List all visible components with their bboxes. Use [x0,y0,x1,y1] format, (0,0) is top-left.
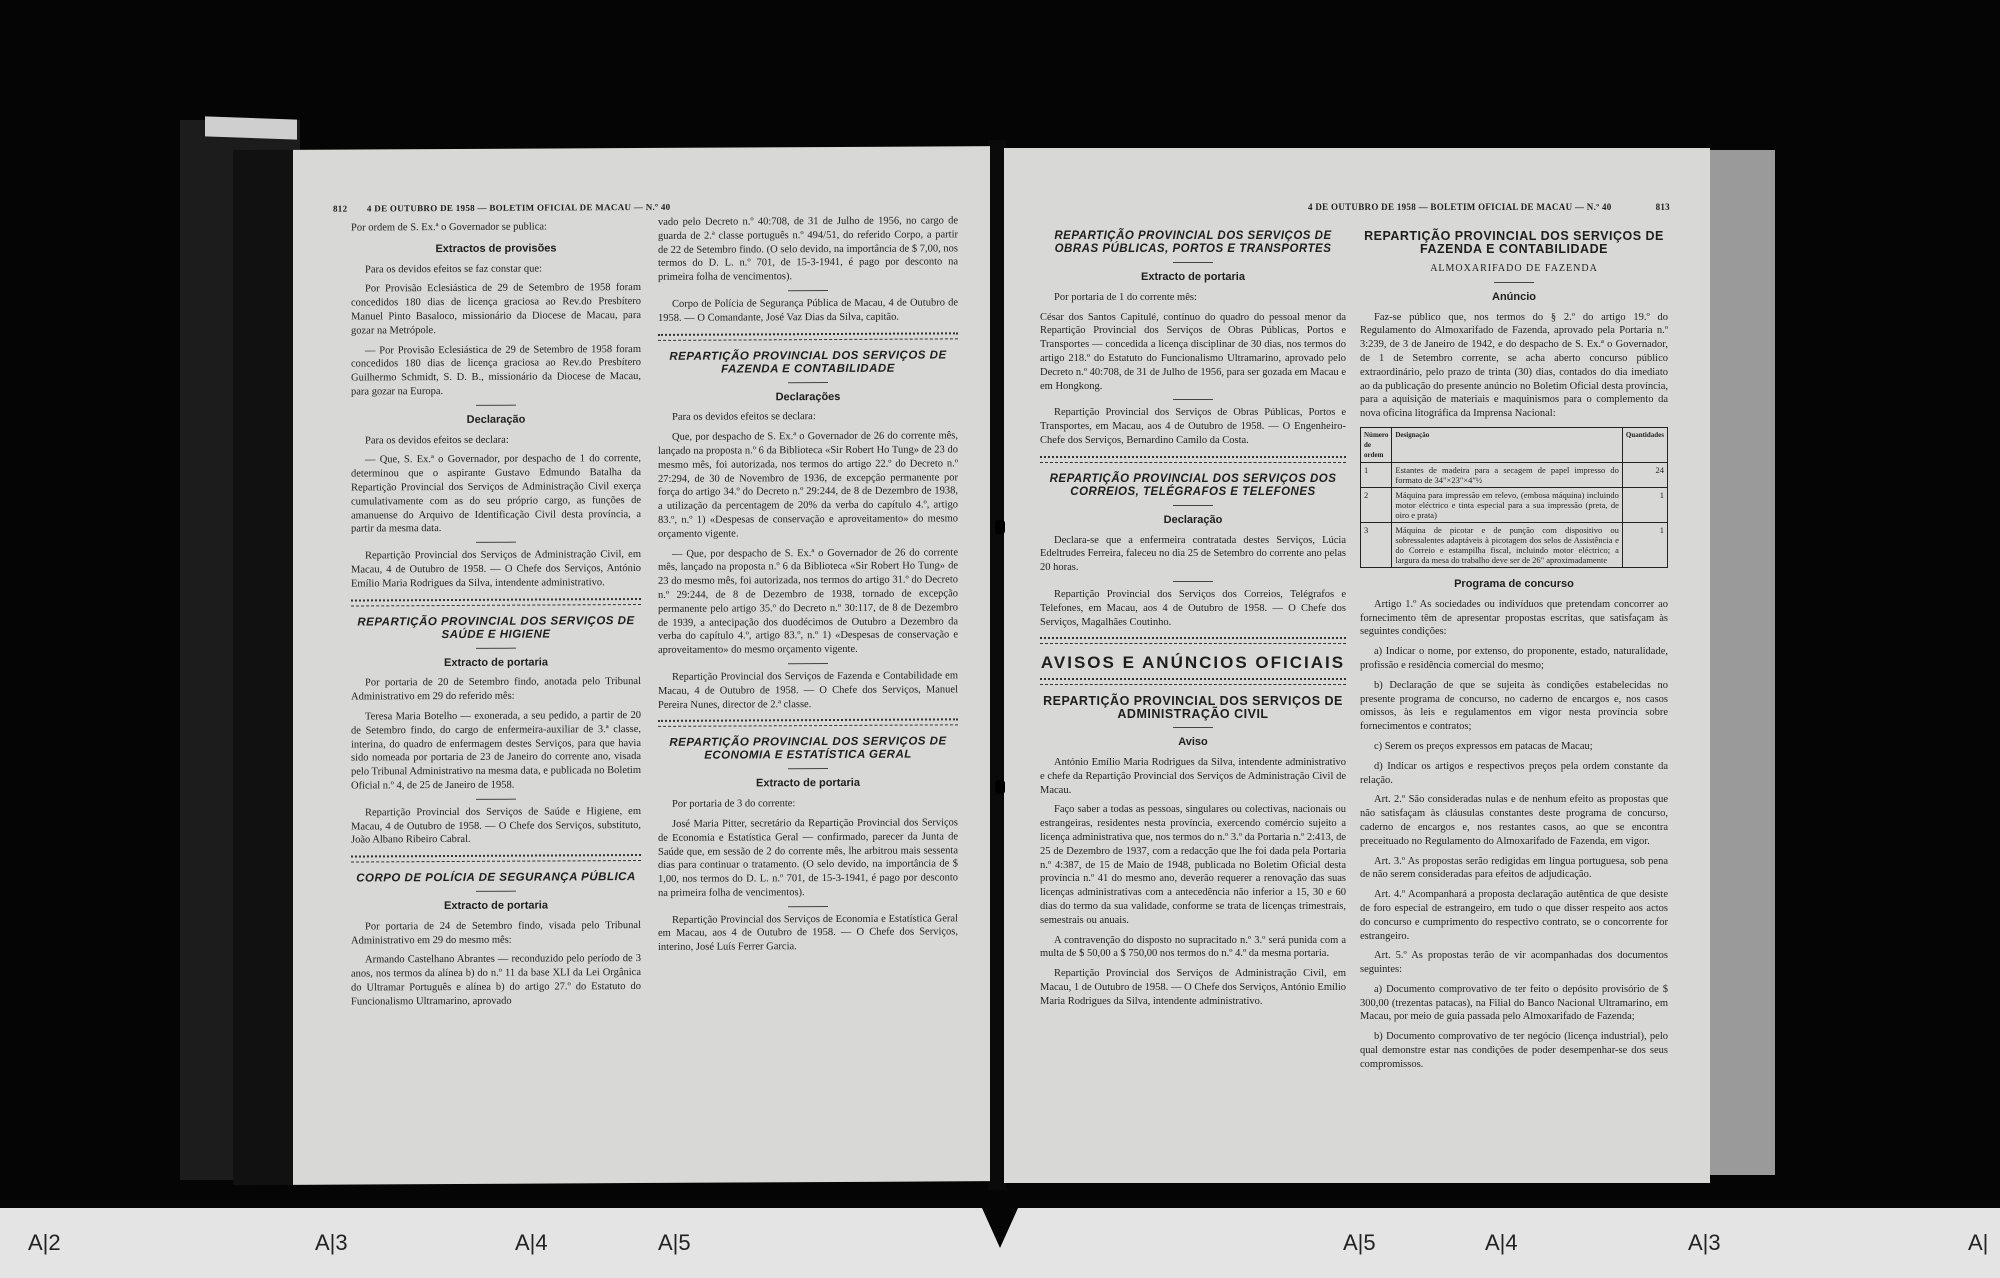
wavy-divider [1040,678,1346,685]
department-heading: REPARTIÇÃO PROVINCIAL DOS SERVIÇOS DE SAÚDE E HIGIENE [357,614,635,641]
header-title: 4 DE OUTUBRO DE 1958 — BOLETIM OFICIAL DE MACAU — N.º 40 [1308,202,1612,212]
department-heading: CORPO DE POLÍCIA DE SEGURANÇA PÚBLICA [356,871,636,885]
paragraph: Por portaria de 24 de Setembro findo, visada pelo Tribunal Administrativo em 29 do mesmo mês: [351,919,641,947]
section-heading: Extracto de portaria [444,656,548,669]
table-header: Número de ordem [1361,427,1392,462]
department-heading: REPARTIÇÃO PROVINCIAL DOS SERVIÇOS DE FAZENDA E CONTABILIDADE [1364,229,1664,256]
separator [788,290,828,291]
page-number: 813 [1655,202,1670,212]
department-heading: REPARTIÇÃO PROVINCIAL DOS SERVIÇOS DE OBRAS PÚBLICAS, PORTOS E TRANSPORTES [1054,230,1332,255]
paragraph: Por portaria de 3 do corrente: [672,798,796,810]
section-heading: Extractos de provisões [435,242,557,255]
paragraph: a) Indicar o nome, por extenso, do proponente, estado, naturalidade, profissão e residência comercial do mesmo; [1360,646,1668,671]
table-cell: 1 [1361,462,1392,487]
ruler-mark: A|4 [515,1230,548,1255]
wavy-divider [1040,637,1346,644]
paragraph: vado pelo Decreto n.º 40:708, de 31 de Julho de 1956, no cargo de guarda de 2.ª classe português n.º 494/51, do referido Corpo, a partir de 22 de Setembro findo. (O selo devido, na importância de $ 7,00, nos termos do D. L. n.º 701, de 15-3-1941, é pago por desconto na primeira folha de vencimentos). [658,215,958,284]
paragraph: d) Indicar os artigos e respectivos preços pela ordem constante da relação. [1360,760,1668,786]
paragraph: Por portaria de 20 de Setembro findo, anotada pelo Tribunal Administrativo em 29 do referido mês: [351,676,641,703]
paragraph: Para os devidos efeitos se declara: [365,434,509,447]
ruler-mark: A|4 [1485,1230,1518,1255]
paragraph: Faz-se público que, nos termos do § 2.º do artigo 19.º do Regulamento do Almoxarifado de Fazenda, aprovado pela Portaria n.º 3:239, de 3 de Janeiro de 1942, e do despacho de S. Ex.ª o Governador, de 1 de Setembro corrente, se acha aberto concurso público extraordinário, pelo prazo de trinta (30) dias, contados do dia imediato ao da publicação do presente anúncio no Boletim Oficial desta província, para a aquisição de materiais e maquinismos para o complemento da nova oficina litográfica da Imprensa Nacional: [1360,311,1668,420]
paragraph: Por Provisão Eclesiástica de 29 de Setembro de 1958 foram concedidos 180 dias de licença graciosa ao Rev.do Presbítero Manuel Pinto Basaloco, missionário da Diocese de Macau, para gozar na Metrópole. [351,282,641,337]
separator [1173,581,1213,582]
separator [788,663,828,664]
ruler-notch [982,1208,1018,1248]
section-heading: Declaração [1163,513,1223,526]
separator [1173,505,1213,506]
table-header: Quantidades [1622,427,1667,462]
binding-pin [995,780,1005,794]
separator [476,798,516,799]
ruler-mark: A|3 [315,1230,348,1255]
table-cell: Máquina de picotar e de punção com dispositivo ou sobressalentes adaptáveis à picotagem dos selos de Assistência e do Correio e estampilha fiscal, incluindo motor eléctrico; a largura da mesa do trabalho deve ser de 26" aproximadamente [1392,522,1623,567]
ruler-mark: A|5 [658,1230,691,1255]
paragraph: — Que, S. Ex.ª o Governador, por despacho de 1 do corrente, determinou que o aspirante Gustavo Edmundo Batalha da Repartição Provincial dos Serviços de Administração Civil exerça cumulativamente com as do seu próprio cargo, as funções de amanuense do Arquivo de Identificação Civil desta província, a partir da mesma data. [351,453,641,535]
paragraph: b) Declaração de que se sujeita às condições estabelecidas no presente programa de concurso, no caderno de encargos e, nos casos omissos, às leis e regulamentos em vigor nesta província sobre fornecimentos e contratos; [1360,679,1668,733]
wavy-divider [351,598,641,607]
paragraph: Corpo de Polícia de Segurança Pública de Macau, 4 de Outubro de 1958. — O Comandante, José Vaz Dias da Silva, capitão. [658,297,958,324]
paragraph: b) Documento comprovativo de ter negócio (licença industrial), pelo qual demonstre estar nas condições de poder desempenhar-se dos seus compromissos. [1360,1031,1668,1070]
header-title: 4 DE OUTUBRO DE 1958 — BOLETIM OFICIAL DE MACAU — N.º 40 [366,201,671,214]
separator [1173,727,1213,728]
paragraph: a) Documento comprovativo de ter feito o depósito provisório de $ 300,00 (trezentas patacas), na Filial do Banco Nacional Ultramarino, em Macau, por meio de guia passada pelo Almoxarifado de Fazenda; [1360,983,1668,1023]
sub-heading: ALMOXARIFADO DE FAZENDA [1430,263,1598,274]
section-heading: Extracto de portaria [756,777,860,790]
paragraph: Por portaria de 1 do corrente mês: [1054,291,1197,303]
left-page-stack-edge [205,116,297,139]
paragraph: Repartição Provincial dos Serviços de Obras Públicas, Portos e Transportes, em Macau, aos 4 de Outubro de 1958. — O Engenheiro-Chefe dos Serviços, Bernardino Camilo da Costa. [1040,407,1346,446]
paragraph: Armando Castelhano Abrantes — reconduzido pelo período de 3 anos, nos termos da alínea b) do n.º 11 da base XLI da Lei Orgânica do Ultramar Português e alínea b) do artigo 27.º do Estatuto do Funcionalismo Ultramarino, aprovado [351,953,641,1008]
separator [476,542,516,543]
paragraph: — Que, por despacho de S. Ex.ª o Governador de 26 do corrente mês, lançado na proposta n.º 6 da Biblioteca «Sir Robert Ho Tung» de 23 do mesmo mês, foi autorizada, nos termos do artigo 31.º do Decreto n.º 29:244, de 8 de Dezembro de 1938, tornado de excepção permanente pelo artigo 35.º do Decreto n.º 30:117, de 8 de Dezembro de 1939, a antecipação dos duodécimos de Outubro a Dezembro da verba do capítulo 4.º, artigo 83.º, n.º 1) «Despesas de conservação e aproveitamento» do mesmo orçamento vigente. [658,546,958,657]
table-cell: Máquina para impressão em relevo, (embosa máquina) incluindo motor eléctrico e tinta especial para a sua impressão (preta, de oiro e prata) [1392,487,1623,522]
left-page-stack [180,120,300,1180]
separator [476,647,516,648]
paragraph: — Por Provisão Eclesiástica de 29 de Setembro de 1958 foram concedidos 180 dias de licença graciosa ao Rev.do Presbítero Guilhermo Schmidt, S. D. B., missionário da Diocese de Macau, para gozar na Europa. [351,343,641,398]
page-number: 812 [333,203,348,214]
intro-line: Por ordem de S. Ex.ª o Governador se publica: [351,221,547,234]
ruler-mark: A|2 [28,1230,61,1255]
paragraph: c) Serem os preços expressos em patacas de Macau; [1374,740,1593,752]
table-header: Designação [1392,427,1623,462]
ruler-mark: A| [1968,1230,1989,1255]
section-heading: Programa de concurso [1454,577,1574,590]
paragraph: Repartição Provincial dos Serviços de Administração Civil, em Macau, 4 de Outubro de 1958. — O Chefe dos Serviços, António Emílio Maria Rodrigues da Silva, intendente administrativo. [351,549,641,590]
table-cell: 1 [1622,522,1667,567]
table-cell: 2 [1361,487,1392,522]
department-heading: REPARTIÇÃO PROVINCIAL DOS SERVIÇOS DE FAZENDA E CONTABILIDADE [669,348,947,376]
wavy-divider [658,332,958,341]
right-page-header [1044,202,1670,212]
section-heading: Declarações [775,390,841,403]
paragraph: Para os devidos efeitos se faz constar que: [365,263,542,276]
separator [788,382,828,383]
right-column-1 [1040,220,1346,1014]
separator [788,768,828,769]
paragraph: António Emílio Maria Rodrigues da Silva, intendente administrativo e chefe da Repartição Provincial dos Serviços de Administração Civil de Macau. [1040,756,1346,796]
paragraph: Para os devidos efeitos se declara: [672,411,816,424]
department-heading: REPARTIÇÃO PROVINCIAL DOS SERVIÇOS DE ADMINISTRAÇÃO CIVIL [1043,694,1343,722]
paragraph: José Maria Pitter, secretário da Repartição Provincial dos Serviços de Economia e Estatística Geral — confirmado, parecer da Junta de Saúde que, em sessão de 2 do corrente mês, lhe arbitrou mais sessenta dias para continuar o tratamento. (O selo devido, na importância de $ 1,00, nos termos do D. L. n.º 701, de 15-3-1941, é pago por desconto na primeira folha de vencimentos). [658,817,958,899]
department-heading: REPARTIÇÃO PROVINCIAL DOS SERVIÇOS DE ECONOMIA E ESTATÍSTICA GERAL [669,735,947,762]
paragraph: Repartição Provincial dos Serviços de Administração Civil, em Macau, 1 de Outubro de 1958. — O Chefe dos Serviços, António Emílio Maria Rodrigues da Silva, intendente administrativo. [1040,968,1346,1007]
paragraph: Artigo 1.º As sociedades ou indivíduos que pretendam concorrer ao fornecimento têm de apresentar propostas escritas, que satisfaçam às seguintes condições: [1360,598,1668,638]
department-heading: REPARTIÇÃO PROVINCIAL DOS SERVIÇOS DOS CORREIOS, TELÉGRAFOS E TELEFONES [1049,472,1337,498]
section-heading: Anúncio [1492,290,1536,303]
paragraph: Faço saber a todas as pessoas, singulares ou colectivas, nacionais ou estrangeiras, residentes nesta província, exercendo comércio sujeito a licença administrativa que, nos termos do n.º 3.º da Portaria n.º 2:413, de 25 de Dezembro de 1937, com a redacção que lhe foi dada pela Portaria n.º 4:387, de 15 de Maio de 1948, publicada no Boletim Oficial desta província n.º 41 do mesmo ano, deverão requerer a renovação das suas licenças administrativas com a antecedência não inferior a 15, 30 e 60 dias do termo da sua validade, conforme se trata de licenças trimestrais, semestrais ou anuais. [1040,804,1346,926]
ruler-mark: A|3 [1688,1230,1721,1255]
left-column-1 [351,220,641,1015]
paragraph: Repartição Provincial dos Serviços dos Correios, Telégrafos e Telefones, em Macau, aos 4 de Outubro de 1958. — O Chefe dos Serviços, Magalhães Coutinho. [1040,588,1346,628]
paragraph: Repartição Provincial dos Serviços de Fazenda e Contabilidade em Macau, 4 de Outubro de 1958. — O Chefe dos Serviços, Manuel Pereira Nunes, director de 2.ª classe. [658,670,958,711]
section-heading: Extracto de portaria [444,899,548,913]
wavy-divider [1040,456,1346,463]
separator [788,906,828,907]
section-heading: Aviso [1178,736,1208,749]
left-page-header [333,200,950,213]
separator [1173,262,1213,263]
paragraph: Art. 2.º São consideradas nulas e de nenhum efeito as propostas que não satisfaçam às cláusulas constantes deste programa de concurso, caderno de encargos e, nos restantes casos, ao que se encontra preceituado no Regulamento do Almoxarifado de Fazenda, em vigor. [1360,794,1668,847]
separator [1494,282,1534,283]
left-page [293,146,990,1185]
table-cell: 3 [1361,522,1392,567]
table-cell: Estantes de madeira para a secagem de papel impresso do formato de 34"×23"×4"½ [1392,462,1623,487]
paragraph: Repartição Provincial dos Serviços de Economia e Estatística Geral em Macau, aos 4 de Outubro de 1958. — O Chefe dos Serviços, interino, José Luís Ferrer Garcia. [658,913,958,954]
table-cell: 24 [1622,462,1667,487]
avisos-title: AVISOS E ANÚNCIOS OFICIAIS [1040,653,1346,673]
wavy-divider [351,854,641,863]
paragraph: Repartição Provincial dos Serviços de Saúde e Higiene, em Macau, 4 de Outubro de 1958. — O Chefe dos Serviços, substituto, João Albano Ribeiro Cabral. [351,805,641,846]
table-row [1361,462,1668,487]
binding-pin [995,520,1005,534]
paragraph: Art. 3.º As propostas serão redigidas em língua portuguesa, sob pena de não serem consideradas para efeitos de adjudicação. [1360,855,1668,881]
table-row [1361,487,1668,522]
paragraph: Art. 5.º As propostas terão de vir acompanhadas dos documentos seguintes: [1360,950,1668,976]
separator [476,891,516,892]
section-heading: Extracto de portaria [1141,271,1245,283]
table-row [1361,522,1668,567]
right-page [1004,148,1710,1183]
wavy-divider [658,719,958,728]
paragraph: Que, por despacho de S. Ex.ª o Governador de 26 do corrente mês, lançado na proposta n.º 6 da Biblioteca «Sir Robert Ho Tung» de 23 do mesmo mês, foi autorizada, nos termos do artigo 22.º do Decreto n.º 27:294, de 30 de Novembro de 1936, de excepção permanente por força do artigo 34.º do Decreto n.º 29:244, de 8 de Dezembro de 1938, a utilização da percentagem de 20% da verba do capítulo 4.º, artigo 83.º, n.º 1) «Despesas de conservação e aproveitamento» do mesmo orçamento vigente. [658,430,958,540]
section-heading: Declaração [466,413,526,426]
paragraph: A contravenção do disposto no supracitado n.º 3.º será punida com a multa de $ 50,00 a $ 750,00 nos termos do n.º 4.º da mesma portaria. [1040,934,1346,960]
right-column-2 [1360,220,1668,1078]
paragraph: Declara-se que a enfermeira contratada destes Serviços, Lúcia Edeltrudes Ferreira, faleceu no dia 25 de Setembro do corrente ano pelas 20 horas. [1040,534,1346,574]
separator [476,404,516,405]
paragraph: Art. 4.º Acompanhará a proposta declaração autêntica de que desiste de foro especial de estrangeiro, em tudo o que disser respeito aos actos do concurso e cumprimento do respectivo contrato, se o concorrente for estrangeiro. [1360,889,1668,942]
paragraph: César dos Santos Capitulé, contínuo do quadro do pessoal menor da Repartição Provincial dos Serviços de Obras Públicas, Portos e Transportes — concedida a licença disciplinar de 30 dias, nos termos do artigo 218.º do Estatuto do Funcionalismo Ultramarino, aprovado pelo Decreto n.º 40:708, de 31 de Julho de 1956, para ser gozada em Macau e em Hongkong. [1040,311,1346,392]
materials-table [1360,427,1668,568]
left-column-2 [658,214,958,961]
ruler-mark: A|5 [1343,1230,1376,1255]
separator [1173,399,1213,400]
table-cell: 1 [1622,487,1667,522]
right-page-stack [1705,150,1775,1175]
paragraph: Teresa Maria Botelho — exonerada, a seu pedido, a partir de 20 de Setembro findo, do cargo de enfermeira-auxiliar de 3.ª classe, interina, do quadro de enfermagem destes Serviços, para que havia sido nomeada por portaria de 23 de Janeiro do corrente ano, visada pelo Tribunal Administrativo na mesma data, e publicada no Boletim Oficial n.º 4, de 25 de Janeiro de 1958. [351,709,641,792]
